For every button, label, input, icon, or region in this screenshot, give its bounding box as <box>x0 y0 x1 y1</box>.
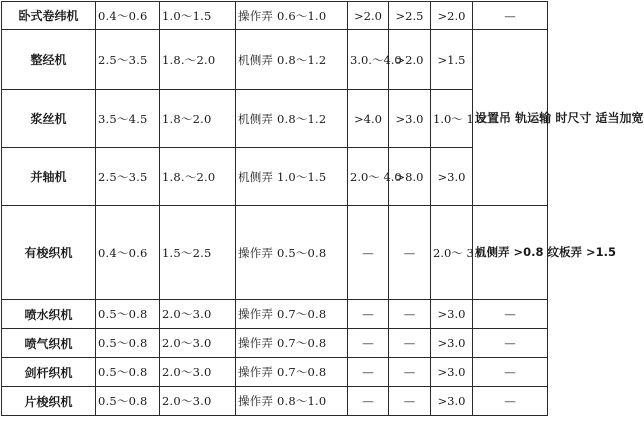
machine-name: 并轴机 <box>2 148 96 206</box>
spacing-value: 3.5～4.5 <box>96 90 160 148</box>
table-row <box>2 387 548 416</box>
table-row <box>2 30 548 90</box>
aisle-value: 机侧弄 0.8～1.2 <box>236 30 348 90</box>
remark: — <box>473 329 548 358</box>
spacing-value: >3.0 <box>431 148 473 206</box>
spacing-value: 2.0～3.0 <box>160 329 236 358</box>
machine-name: 整经机 <box>2 30 96 90</box>
table-row <box>2 206 548 300</box>
table-row <box>2 90 548 148</box>
remark: 机侧弄 >0.8 纹板弄 >1.5 <box>473 206 548 300</box>
spacing-value: 1.0～1.5 <box>160 2 236 30</box>
spacing-value: 0.5～0.8 <box>96 387 160 416</box>
spacing-value: >2.0 <box>348 2 389 30</box>
machine-name: 卧式卷纬机 <box>2 2 96 30</box>
spacing-value: 0.4～0.6 <box>96 206 160 300</box>
aisle-value: 操作弄 0.6～1.0 <box>236 2 348 30</box>
machine-name: 喷水织机 <box>2 300 96 329</box>
spacing-value: 1.0～ 1.5 <box>431 90 473 148</box>
spacing-value: 1.8～2.0 <box>160 90 236 148</box>
machine-name: 片梭织机 <box>2 387 96 416</box>
remark: — <box>473 2 548 30</box>
spacing-value: 2.0～3.0 <box>160 300 236 329</box>
aisle-value: 机侧弄 0.8～1.2 <box>236 90 348 148</box>
spacing-value: — <box>348 300 389 329</box>
table-row <box>2 358 548 387</box>
spacing-value: >4.0 <box>348 90 389 148</box>
table-row <box>2 300 548 329</box>
machine-name: 浆丝机 <box>2 90 96 148</box>
aisle-value: 操作弄 0.7～0.8 <box>236 358 348 387</box>
machine-name: 剑杆织机 <box>2 358 96 387</box>
merged-remark: 设置吊 轨运输 时尺寸 适当加宽 <box>473 30 548 206</box>
remark: — <box>473 358 548 387</box>
spacing-value: >3.0 <box>389 90 431 148</box>
spacing-value: 2.0～ 4.0 <box>348 148 389 206</box>
spacing-value: >1.5 <box>431 30 473 90</box>
spacing-value: — <box>348 329 389 358</box>
spacing-value: 0.4～0.6 <box>96 2 160 30</box>
spacing-value: 0.5～0.8 <box>96 358 160 387</box>
spacing-value: 2.0～3.0 <box>160 358 236 387</box>
spacing-value: 2.0～ 3.0 <box>431 206 473 300</box>
aisle-value: 操作弄 0.7～0.8 <box>236 300 348 329</box>
machine-name: 有梭织机 <box>2 206 96 300</box>
aisle-value: 操作弄 0.7～0.8 <box>236 329 348 358</box>
spacing-value: >3.0 <box>431 300 473 329</box>
spacing-table <box>1 1 644 416</box>
remark: — <box>473 387 548 416</box>
spacing-value: >2.0 <box>389 30 431 90</box>
spacing-value: — <box>348 387 389 416</box>
spacing-value: 1.5～2.5 <box>160 206 236 300</box>
spacing-value: — <box>389 329 431 358</box>
spacing-value: 2.5～3.5 <box>96 148 160 206</box>
spacing-value: >3.0 <box>431 358 473 387</box>
aisle-value: 操作弄 0.8～1.0 <box>236 387 348 416</box>
spacing-value: >3.0 <box>431 329 473 358</box>
table-row <box>2 329 548 358</box>
spacing-value: 0.5～0.8 <box>96 300 160 329</box>
spacing-value: 1.8.～2.0 <box>160 148 236 206</box>
spacing-value: — <box>389 300 431 329</box>
spacing-value: 2.5～3.5 <box>96 30 160 90</box>
aisle-value: 操作弄 0.5～0.8 <box>236 206 348 300</box>
table-row <box>2 148 548 206</box>
spacing-value: 0.5～0.8 <box>96 329 160 358</box>
spacing-value: 3.0.～4.0 <box>348 30 389 90</box>
spacing-value: >8.0 <box>389 148 431 206</box>
spacing-value: >2.0 <box>431 2 473 30</box>
spacing-value: >2.5 <box>389 2 431 30</box>
spacing-value: — <box>389 358 431 387</box>
spacing-value: — <box>348 206 389 300</box>
spacing-value: 2.0～3.0 <box>160 387 236 416</box>
spacing-value: — <box>389 387 431 416</box>
remark: — <box>473 300 548 329</box>
spacing-value: >3.0 <box>431 387 473 416</box>
spacing-value: — <box>389 206 431 300</box>
spacing-value: 1.8.～2.0 <box>160 30 236 90</box>
table-row <box>2 2 548 30</box>
machine-name: 喷气织机 <box>2 329 96 358</box>
aisle-value: 机侧弄 1.0～1.5 <box>236 148 348 206</box>
spacing-value: — <box>348 358 389 387</box>
